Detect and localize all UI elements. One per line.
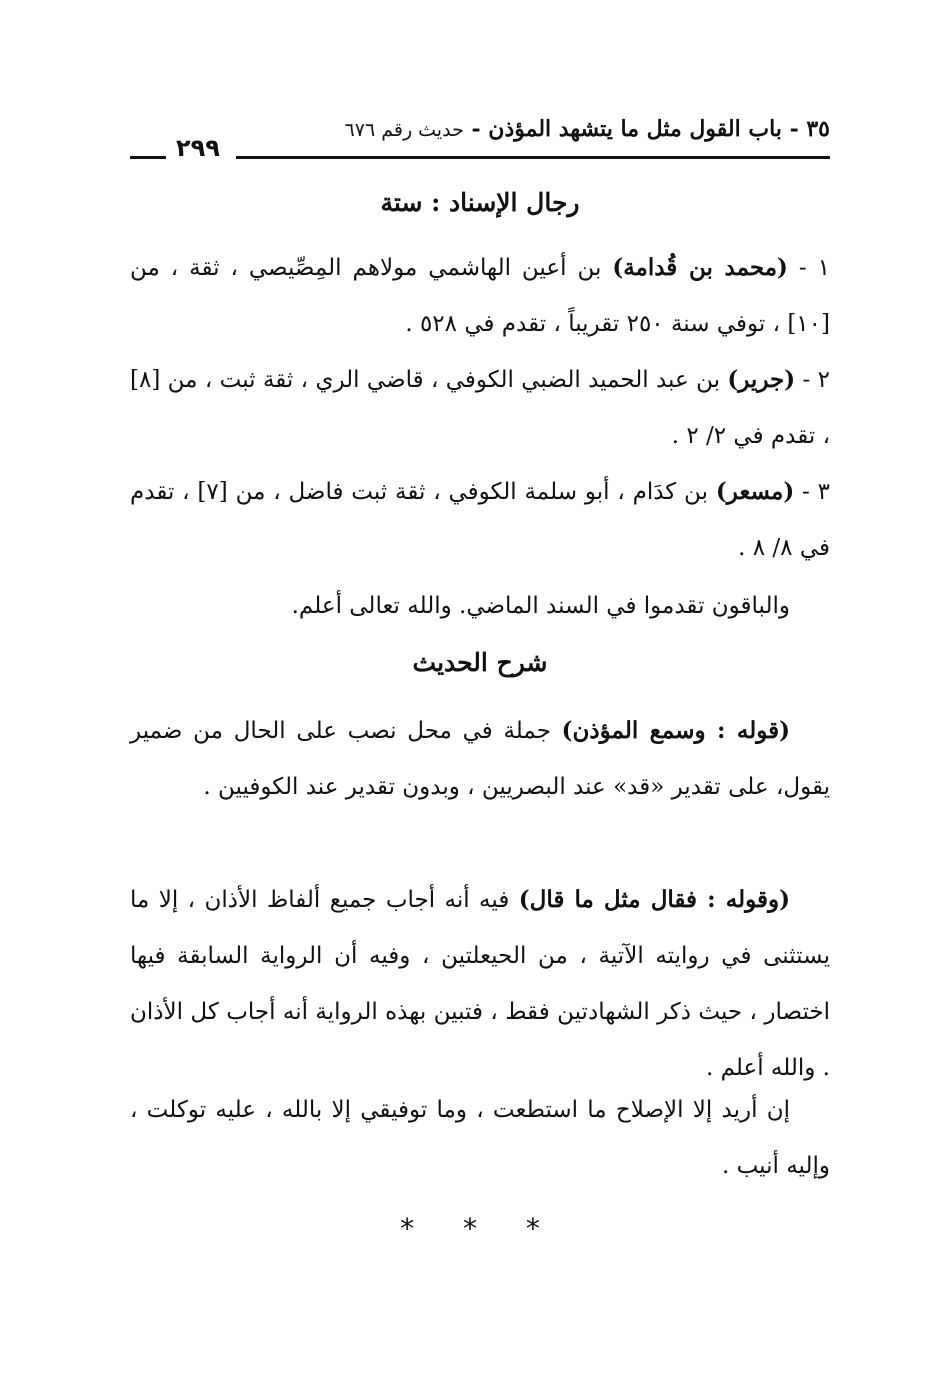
narrator-name: (مسعر) [715,478,795,505]
narrator-entry-2 [130,352,830,464]
closing-supplication: إن أريد إلا الإصلاح ما استطعت ، وما توفيقي إلا بالله ، عليه توكلت ، وإليه أنيب . [130,1097,830,1179]
narrator-details: بن عبد الحميد الضبي الكوفي ، قاضي الري ، ثقة ثبت ، من [٨] ، تقدم في ٢/ ٢ . [130,367,830,449]
narrators-heading: رجال الإسناد : ستة [380,188,580,217]
commentary-lead: (قوله : وسمع المؤذن) [561,717,790,744]
section-end-ornament: * * * [400,1212,560,1245]
commentary-lead: (وقوله : فقال مثل ما قال) [518,886,790,913]
narrator-number: ٢ - [795,367,830,393]
header-rule-left [130,156,166,159]
chapter-title-text: ٣٥ - باب القول مثل ما يتشهد المؤذن [488,116,830,142]
narrator-number: ٣ - [794,479,830,505]
narrator-entry-1 [130,240,830,352]
commentary-heading: شرح الحديث [412,648,548,677]
narrator-details: بن كدَام ، أبو سلمة الكوفي ، ثقة ثبت فاضل ، من [٧] ، تقدم في ٨/ ٨ . [130,479,830,561]
hadith-reference: حديث رقم ٦٧٦ [344,119,464,141]
commentary-text: جملة في محل نصب على الحال من ضمير يقول، على تقدير «قد» عند البصريين ، وبدون تقدير عند الكوفيين . [130,718,830,800]
commentary-paragraph-1 [130,703,830,815]
header-rule-right [236,156,830,159]
narrator-details: بن أعين الهاشمي مولاهم المِصِّيصي ، ثقة ، من [١٠] ، توفي سنة ٢٥٠ تقريباً ، تقدم في ٥٢٨ . [130,255,830,337]
chapter-title [345,116,830,142]
header-separator: - [463,116,489,142]
commentary-paragraph-2 [130,872,830,1096]
running-header [130,112,830,162]
page-number: ٢٩٩ [176,134,220,162]
narrator-number: ١ - [787,255,830,281]
narrator-name: (جرير) [727,366,796,393]
remaining-narrators-note: والباقون تقدموا في السند الماضي. والله تعالى أعلم. [291,593,790,619]
commentary-text: فيه أنه أجاب جميع ألفاظ الأذان ، إلا ما يستثنى في روايته الآتية ، من الحيعلتين ، وفيه أن الرواية السابقة فيها اختصار ، حيث ذكر الشهادتين فقط ، فتبين بهذه الرواية أنه أجاب كل الأذان . والله أعلم . [130,887,830,1081]
narrator-entry-3 [130,464,830,576]
narrator-name: (محمد بن قُدامة) [612,254,788,281]
